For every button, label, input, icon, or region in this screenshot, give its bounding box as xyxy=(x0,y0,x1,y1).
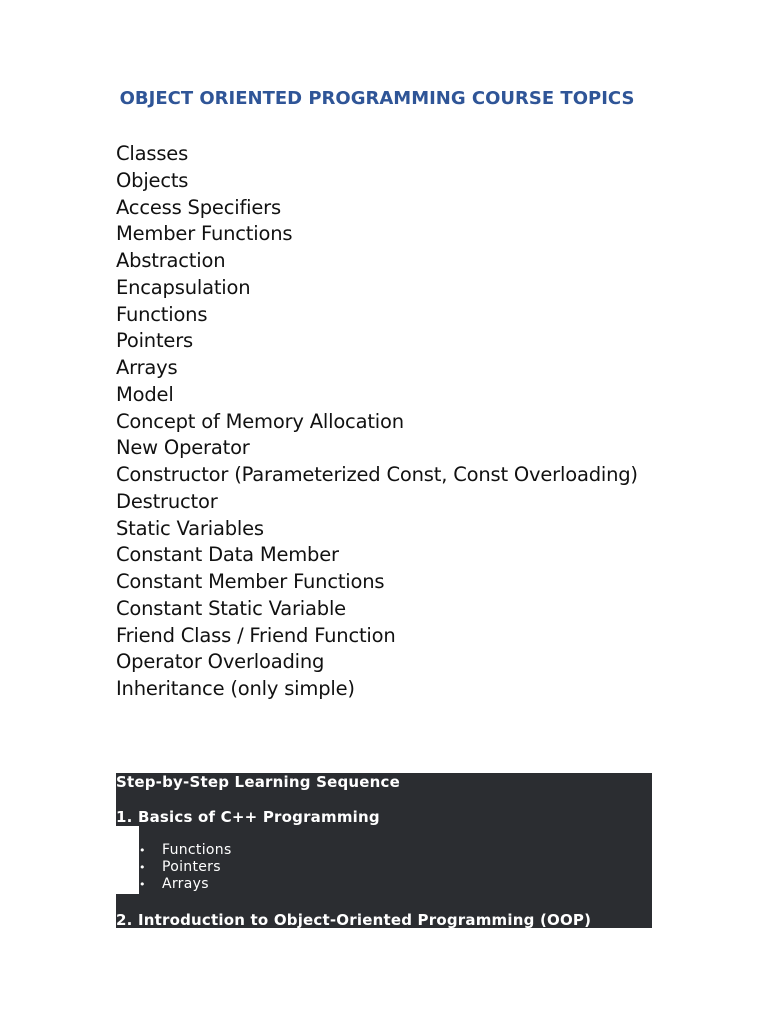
topic-item: Inheritance (only simple) xyxy=(116,677,355,700)
topic-item: Friend Class / Friend Function xyxy=(116,623,396,647)
topic-item: Encapsulation xyxy=(116,275,251,299)
list-item-label: Pointers xyxy=(162,859,221,875)
list-item-label: Arrays xyxy=(162,876,209,892)
topic-item: Classes xyxy=(116,142,189,165)
topic-item: Destructor xyxy=(116,489,218,513)
learning-sequence-heading: Step-by-Step Learning Sequence xyxy=(116,773,400,791)
topic-item: Static Variables xyxy=(116,516,264,540)
bullet-gutter xyxy=(116,826,139,894)
list-item xyxy=(139,842,232,859)
topic-item: Constructor (Parameterized Const, Const Overloading) xyxy=(116,463,638,486)
topic-item: Constant Static Variable xyxy=(116,596,346,620)
topic-item: Arrays xyxy=(116,356,178,379)
list-item xyxy=(139,859,232,876)
bullet-icon: • xyxy=(139,861,146,874)
topic-item: Abstraction xyxy=(116,249,226,272)
learning-sequence-block xyxy=(116,773,652,928)
section-1-list xyxy=(139,842,232,893)
topic-item: Pointers xyxy=(116,329,193,353)
bullet-icon: • xyxy=(139,878,146,891)
section-1-title: 1. Basics of C++ Programming xyxy=(116,808,380,826)
topic-item: New Operator xyxy=(116,436,250,460)
list-item-label: Functions xyxy=(162,842,232,858)
section-2-title: 2. Introduction to Object-Oriented Programming (OOP) xyxy=(116,911,592,929)
topic-item: Concept of Memory Allocation xyxy=(116,409,404,433)
topic-item: Member Functions xyxy=(116,222,293,246)
page-title: OBJECT ORIENTED PROGRAMMING COURSE TOPICS xyxy=(119,88,635,109)
topic-list xyxy=(116,141,638,703)
topic-item: Functions xyxy=(116,302,208,326)
topic-item: Constant Data Member xyxy=(116,543,339,567)
topic-item: Operator Overloading xyxy=(116,650,325,674)
topic-item: Model xyxy=(116,382,174,406)
bullet-icon: • xyxy=(139,844,146,857)
topic-item: Objects xyxy=(116,168,189,192)
topic-item: Access Specifiers xyxy=(116,195,281,219)
topic-item: Constant Member Functions xyxy=(116,570,385,593)
list-item xyxy=(139,876,232,893)
